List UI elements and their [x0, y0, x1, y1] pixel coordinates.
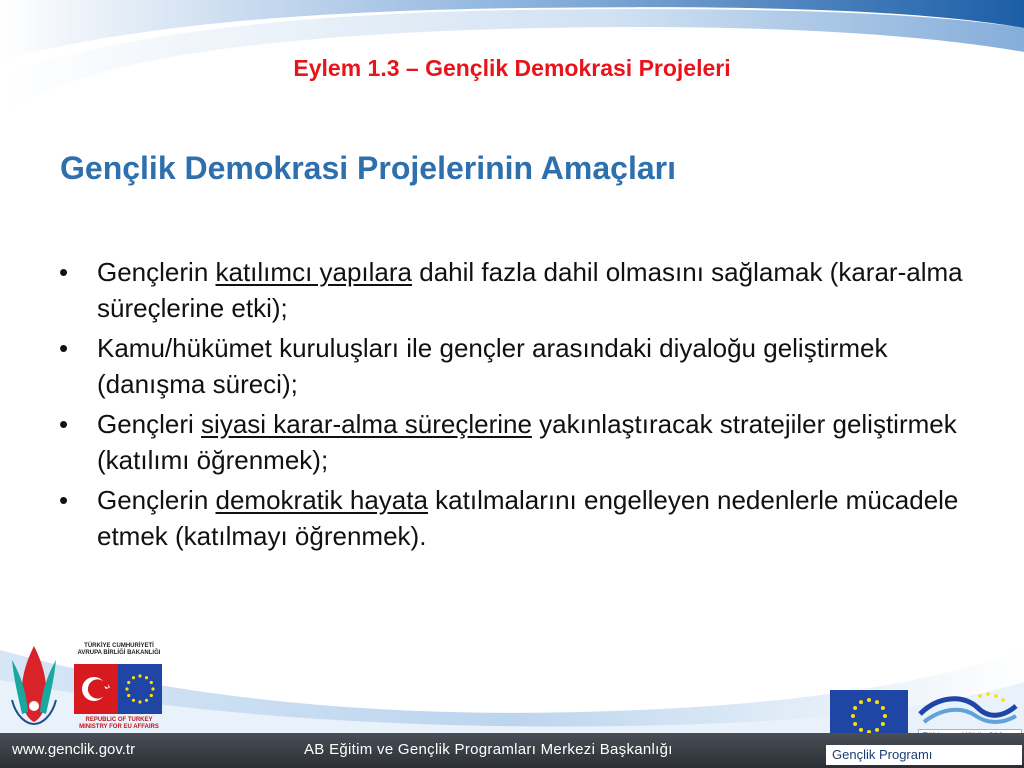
footer-website-link[interactable]: www.genclik.gov.tr — [12, 741, 136, 758]
ministry-name-en — [70, 717, 168, 731]
ministry-logo — [70, 643, 168, 729]
list-item — [55, 330, 965, 402]
bullet-dot: • — [59, 485, 69, 515]
ministry-name-tr — [70, 643, 168, 657]
ministry-bottom-line2: MINISTRY FOR EU AFFAIRS — [79, 724, 159, 730]
ministry-top-line1: TÜRKİYE CUMHURİYETİ — [84, 643, 154, 649]
youth-program-label: Gençlik Programı — [826, 745, 1022, 765]
slide-title: Gençlik Demokrasi Projelerinin Amaçları — [60, 150, 676, 186]
turkey-eu-flags-icon — [74, 664, 162, 714]
footer-organization: AB Eğitim ve Gençlik Programları Merkezi Başkanlığı — [304, 741, 673, 758]
ministry-top-line2: AVRUPA BİRLİĞİ BAKANLIĞI — [77, 650, 161, 656]
bullet-text: Gençlerin — [97, 485, 216, 515]
list-item — [55, 254, 965, 326]
underlined-phrase: siyasi karar-alma süreçlerine — [201, 409, 532, 439]
youth-logo-icon — [6, 640, 62, 725]
bullet-text: Gençlerin — [97, 257, 216, 287]
slide-header: Eylem 1.3 – Gençlik Demokrasi Projeleri — [293, 55, 731, 81]
list-item — [55, 406, 965, 478]
bullet-text: katılmalarını engelleyen nedenlerle mücadele etmek (katılmayı öğrenmek). — [97, 485, 959, 551]
eu-program-logo-icon — [918, 688, 1018, 728]
bullet-text: Gençleri — [97, 409, 202, 439]
bullet-text: dahil fazla dahil olmasını sağlamak (karar-alma süreçlerine etki); — [97, 257, 963, 323]
bullet-text: Kamu/hükümet kuruluşları ile gençler arasındaki diyaloğu geliştirmek (danışma süreci); — [97, 333, 888, 399]
underlined-phrase: katılımcı yapılara — [215, 257, 413, 287]
bullet-list — [55, 254, 965, 558]
bullet-dot: • — [59, 333, 69, 363]
list-item — [55, 482, 965, 554]
bullet-dot: • — [59, 409, 69, 439]
underlined-phrase: demokratik hayata — [215, 485, 428, 515]
ministry-bottom-line1: REPUBLIC OF TURKEY — [85, 717, 153, 723]
bullet-text: yakınlaştıracak stratejiler geliştirmek (katılımı öğrenmek); — [97, 409, 957, 475]
bullet-dot: • — [59, 257, 69, 287]
